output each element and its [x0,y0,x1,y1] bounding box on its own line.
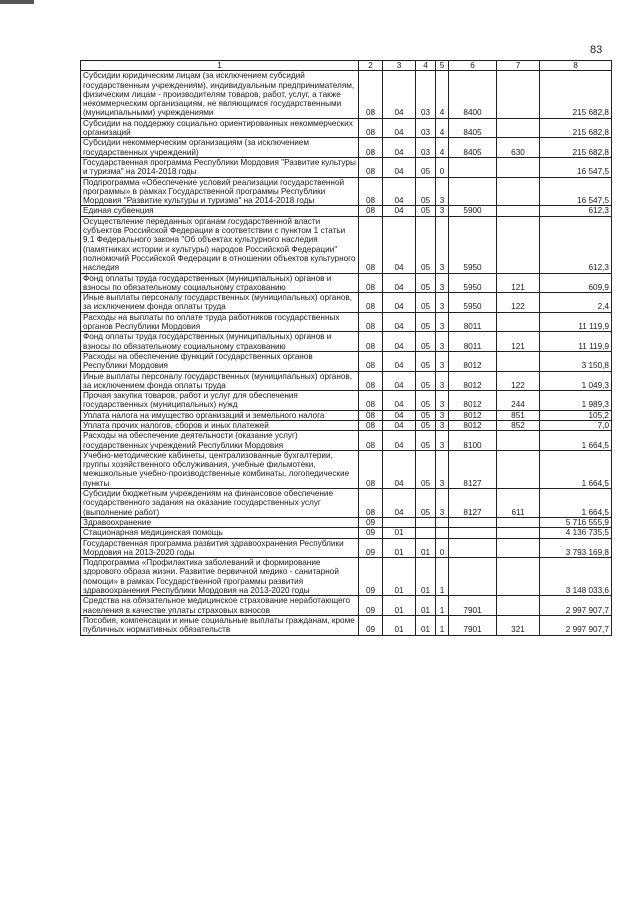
row-direction-cell: 8400 [449,71,497,118]
row-amount-cell: 3 150,8 [540,351,612,371]
row-subprogram-cell: 3 [436,206,449,216]
row-direction-cell: 5950 [449,293,497,313]
row-amount-cell: 1 664,5 [540,489,612,518]
row-direction-cell: 7901 [449,615,497,635]
row-subprogram-cell: 1 [436,596,449,616]
row-amount-cell: 1 989,3 [540,391,612,411]
row-name-cell: Подпрограмма «Обеспечение условий реализации государственной программы» в рамках Государственной программы Республики Мордовия "Развитие культуры и туризма" на 2014-2018 годы [81,177,359,206]
row-direction-cell: 8405 [449,138,497,158]
row-subprogram-cell: 3 [436,177,449,206]
row-name-cell: Единая субвенция [81,206,359,216]
row-subprogram-cell: 4 [436,138,449,158]
row-direction-cell: 8100 [449,431,497,451]
row-name-cell: Субсидии на поддержку социально ориентированных некоммерческих организаций [81,118,359,138]
row-amount-cell: 16 547,5 [540,177,612,206]
row-amount-cell: 612,3 [540,216,612,273]
row-expense-type-cell [497,517,540,527]
row-program-cell: 05 [416,206,436,216]
row-direction-cell [449,177,497,206]
row-section-cell: 08 [359,71,383,118]
table-row [81,391,612,411]
row-section-cell: 08 [359,273,383,293]
row-expense-type-cell [497,558,540,596]
table-row [81,71,612,118]
row-direction-cell: 8011 [449,332,497,352]
row-subprogram-cell: 3 [436,312,449,332]
row-expense-type-cell: 121 [497,332,540,352]
row-program-cell: 01 [416,538,436,558]
row-expense-type-cell [497,528,540,538]
row-amount-cell: 4 136 735,5 [540,528,612,538]
row-amount-cell: 2 997 907,7 [540,615,612,635]
row-direction-cell: 8012 [449,351,497,371]
table-body [81,71,612,635]
row-direction-cell [449,538,497,558]
row-expense-type-cell: 852 [497,420,540,430]
row-program-cell: 05 [416,450,436,488]
row-program-cell: 01 [416,615,436,635]
table-row [81,596,612,616]
row-expense-type-cell: 121 [497,273,540,293]
row-subsection-cell: 04 [383,118,416,138]
row-subprogram-cell: 1 [436,615,449,635]
row-direction-cell [449,157,497,177]
row-section-cell: 08 [359,431,383,451]
table-header-row [81,61,612,71]
row-subsection-cell: 04 [383,332,416,352]
table-row [81,528,612,538]
row-direction-cell: 7901 [449,596,497,616]
row-section-cell: 08 [359,391,383,411]
row-program-cell: 05 [416,332,436,352]
row-section-cell: 08 [359,138,383,158]
row-subsection-cell: 04 [383,216,416,273]
row-expense-type-cell: 851 [497,410,540,420]
row-subsection-cell: 04 [383,206,416,216]
row-program-cell [416,517,436,527]
row-program-cell: 05 [416,293,436,313]
row-expense-type-cell [497,312,540,332]
row-program-cell: 05 [416,410,436,420]
row-expense-type-cell [497,216,540,273]
row-direction-cell [449,517,497,527]
table-row [81,558,612,596]
table-row [81,371,612,391]
row-section-cell: 09 [359,528,383,538]
table-row [81,431,612,451]
row-subsection-cell: 04 [383,489,416,518]
table-row [81,410,612,420]
table-row [81,332,612,352]
table-row [81,206,612,216]
row-section-cell: 08 [359,177,383,206]
row-direction-cell: 8127 [449,450,497,488]
header-col-7: 7 [497,61,540,71]
row-subprogram-cell: 3 [436,391,449,411]
row-expense-type-cell: 122 [497,371,540,391]
row-section-cell: 08 [359,489,383,518]
row-program-cell: 05 [416,371,436,391]
row-amount-cell: 3 793 169,8 [540,538,612,558]
row-name-cell: Расходы на обеспечение деятельности (оказание услуг) государственных учреждений Республики Мордовия [81,431,359,451]
row-subsection-cell [383,517,416,527]
table-row [81,351,612,371]
row-program-cell: 01 [416,558,436,596]
row-subprogram-cell: 3 [436,332,449,352]
row-amount-cell: 215 682,8 [540,138,612,158]
row-program-cell: 05 [416,420,436,430]
row-program-cell: 03 [416,71,436,118]
row-subprogram-cell: 0 [436,157,449,177]
row-name-cell: Субсидии некоммерческим организациям (за исключением государственных учреждений) [81,138,359,158]
row-section-cell: 08 [359,206,383,216]
row-subsection-cell: 04 [383,138,416,158]
row-direction-cell: 8012 [449,420,497,430]
row-subprogram-cell: 3 [436,273,449,293]
row-section-cell: 09 [359,517,383,527]
row-section-cell: 08 [359,410,383,420]
row-name-cell: Субсидии бюджетным учреждениям на финансовое обеспечение государственного задания на оказание государственных услуг (выполнение работ) [81,489,359,518]
row-direction-cell: 8127 [449,489,497,518]
row-subsection-cell: 04 [383,157,416,177]
row-subsection-cell: 01 [383,538,416,558]
row-subsection-cell: 01 [383,596,416,616]
row-subprogram-cell: 3 [436,450,449,488]
row-direction-cell: 8012 [449,371,497,391]
table-row [81,615,612,635]
row-amount-cell: 11 119,9 [540,332,612,352]
row-subprogram-cell [436,517,449,527]
row-name-cell: Субсидии юридическим лицам (за исключением субсидий государственным учреждениям), индивидуальным предпринимателям, физическим лицам - производителям товаров, работ, услуг, а также некоммерческим организациям, не являющимся государственными (муниципальными) учреждениями [81,71,359,118]
row-subsection-cell: 04 [383,177,416,206]
table-row [81,489,612,518]
row-program-cell [416,528,436,538]
row-subsection-cell: 04 [383,351,416,371]
row-subprogram-cell: 3 [436,371,449,391]
row-section-cell: 08 [359,450,383,488]
row-subsection-cell: 04 [383,71,416,118]
row-name-cell: Учебно-методические кабинеты, централизованные бухгалтерии, группы хозяйственного обслуживания, учебные фильмотеки, межшкольные учебно-производственные комбинаты, логопедические пункты [81,450,359,488]
row-section-cell: 08 [359,157,383,177]
row-expense-type-cell [497,177,540,206]
row-name-cell: Государственная программа Республики Мордовия "Развитие культуры и туризма" на 2014-2018 годы [81,157,359,177]
header-col-3: 3 [383,61,416,71]
table-row [81,420,612,430]
row-expense-type-cell: 630 [497,138,540,158]
row-program-cell: 05 [416,216,436,273]
row-expense-type-cell [497,351,540,371]
row-section-cell: 09 [359,615,383,635]
row-direction-cell [449,528,497,538]
row-name-cell: Государственная программа развития здравоохранения Республики Мордовия на 2013-2020 годы [81,538,359,558]
row-subsection-cell: 01 [383,528,416,538]
header-col-2: 2 [359,61,383,71]
row-direction-cell: 5950 [449,216,497,273]
row-subsection-cell: 01 [383,615,416,635]
row-section-cell: 08 [359,371,383,391]
table-row [81,293,612,313]
row-subprogram-cell: 3 [436,293,449,313]
table-row [81,118,612,138]
row-program-cell: 01 [416,596,436,616]
row-section-cell: 08 [359,351,383,371]
table-row [81,538,612,558]
row-expense-type-cell [497,157,540,177]
row-amount-cell: 16 547,5 [540,157,612,177]
row-section-cell: 08 [359,118,383,138]
row-subsection-cell: 04 [383,431,416,451]
row-subprogram-cell: 3 [436,431,449,451]
table-row [81,517,612,527]
row-subprogram-cell [436,528,449,538]
table-row [81,157,612,177]
row-direction-cell: 8011 [449,312,497,332]
row-subsection-cell: 04 [383,420,416,430]
row-section-cell: 08 [359,312,383,332]
row-subprogram-cell: 1 [436,558,449,596]
row-name-cell: Подпрограмма «Профилактика заболеваний и формирование здорового образа жизни. Развитие первичной медико - санитарной помощи» в рамках Государственной программы развития здравоохранения Республики Мордовия на 2013-2020 годы [81,558,359,596]
row-program-cell: 05 [416,312,436,332]
row-direction-cell: 8405 [449,118,497,138]
table-row [81,273,612,293]
row-subprogram-cell: 0 [436,538,449,558]
header-col-6: 6 [449,61,497,71]
table-row [81,138,612,158]
table-row [81,312,612,332]
table-row [81,450,612,488]
row-direction-cell: 8012 [449,410,497,420]
row-expense-type-cell [497,71,540,118]
row-amount-cell: 215 682,8 [540,118,612,138]
row-name-cell: Уплата налога на имущество организаций и земельного налога [81,410,359,420]
row-name-cell: Расходы на обеспечение функций государственных органов Республики Мордовия [81,351,359,371]
row-amount-cell: 612,3 [540,206,612,216]
row-amount-cell: 1 049,3 [540,371,612,391]
row-subprogram-cell: 4 [436,118,449,138]
row-name-cell: Иные выплаты персоналу государственных (муниципальных) органов, за исключением фонда оплаты труда [81,293,359,313]
row-program-cell: 05 [416,489,436,518]
row-amount-cell: 1 664,5 [540,450,612,488]
row-subprogram-cell: 3 [436,420,449,430]
table-row [81,216,612,273]
row-name-cell: Фонд оплаты труда государственных (муниципальных) органов и взносы по обязательному социальному страхованию [81,273,359,293]
row-program-cell: 05 [416,391,436,411]
row-section-cell: 09 [359,538,383,558]
row-direction-cell [449,558,497,596]
header-col-8: 8 [540,61,612,71]
row-expense-type-cell: 244 [497,391,540,411]
row-program-cell: 03 [416,118,436,138]
row-expense-type-cell [497,450,540,488]
row-amount-cell: 2,4 [540,293,612,313]
row-name-cell: Расходы на выплаты по оплате труда работников государственных органов Республики Мордовия [81,312,359,332]
row-section-cell: 08 [359,293,383,313]
page-number: 83 [590,44,603,56]
row-subprogram-cell: 3 [436,489,449,518]
table-row [81,177,612,206]
row-subsection-cell: 01 [383,558,416,596]
row-program-cell: 05 [416,273,436,293]
row-expense-type-cell: 321 [497,615,540,635]
row-subsection-cell: 04 [383,371,416,391]
row-amount-cell: 3 148 033,6 [540,558,612,596]
row-subsection-cell: 04 [383,293,416,313]
row-program-cell: 05 [416,351,436,371]
row-expense-type-cell [497,206,540,216]
row-subsection-cell: 04 [383,312,416,332]
scan-mark [0,0,34,4]
row-amount-cell: 7,0 [540,420,612,430]
row-section-cell: 08 [359,420,383,430]
row-section-cell: 08 [359,216,383,273]
row-subprogram-cell: 3 [436,351,449,371]
row-program-cell: 05 [416,157,436,177]
row-name-cell: Уплата прочих налогов, сборов и иных платежей [81,420,359,430]
row-subprogram-cell: 3 [436,216,449,273]
row-amount-cell: 105,2 [540,410,612,420]
row-name-cell: Прочая закупка товаров, работ и услуг для обеспечения государственных (муниципальных) нужд [81,391,359,411]
row-name-cell: Средства на обязательное медицинское страхование неработающего населения в качестве уплаты страховых взносов [81,596,359,616]
header-col-4: 4 [416,61,436,71]
row-subsection-cell: 04 [383,410,416,420]
header-col-5: 5 [436,61,449,71]
row-expense-type-cell [497,596,540,616]
row-amount-cell: 5 716 555,9 [540,517,612,527]
row-section-cell: 09 [359,558,383,596]
row-program-cell: 05 [416,177,436,206]
row-subprogram-cell: 3 [436,410,449,420]
row-expense-type-cell: 611 [497,489,540,518]
row-program-cell: 03 [416,138,436,158]
budget-table [80,60,612,636]
row-name-cell: Пособия, компенсации и иные социальные выплаты гражданам, кроме публичных нормативных обязательств [81,615,359,635]
row-expense-type-cell [497,431,540,451]
row-subprogram-cell: 4 [436,71,449,118]
row-section-cell: 08 [359,332,383,352]
row-direction-cell: 8012 [449,391,497,411]
row-expense-type-cell: 122 [497,293,540,313]
row-name-cell: Осуществление переданных органам государственной власти субъектов Российской Федерации в соответствии с пунктом 1 статьи 9.1 Федерального закона "Об объектах культурного наследия (памятниках истории и культуры) народов Российской Федерации" полномочий Российской Федерации в отношении объектов культурного наследия [81,216,359,273]
row-amount-cell: 609,9 [540,273,612,293]
row-direction-cell: 5950 [449,273,497,293]
row-amount-cell: 2 997 907,7 [540,596,612,616]
row-amount-cell: 215 682,8 [540,71,612,118]
row-amount-cell: 11 119,9 [540,312,612,332]
row-expense-type-cell [497,538,540,558]
row-section-cell: 09 [359,596,383,616]
row-name-cell: Здравоохранение [81,517,359,527]
row-subsection-cell: 04 [383,450,416,488]
row-expense-type-cell [497,118,540,138]
row-direction-cell: 5900 [449,206,497,216]
header-col-1: 1 [81,61,359,71]
row-name-cell: Стационарная медицинская помощь [81,528,359,538]
row-amount-cell: 1 664,5 [540,431,612,451]
row-subsection-cell: 04 [383,391,416,411]
row-subsection-cell: 04 [383,273,416,293]
row-program-cell: 05 [416,431,436,451]
row-name-cell: Фонд оплаты труда государственных (муниципальных) органов и взносы по обязательному социальному страхованию [81,332,359,352]
row-name-cell: Иные выплаты персоналу государственных (муниципальных) органов, за исключением фонда оплаты труда [81,371,359,391]
